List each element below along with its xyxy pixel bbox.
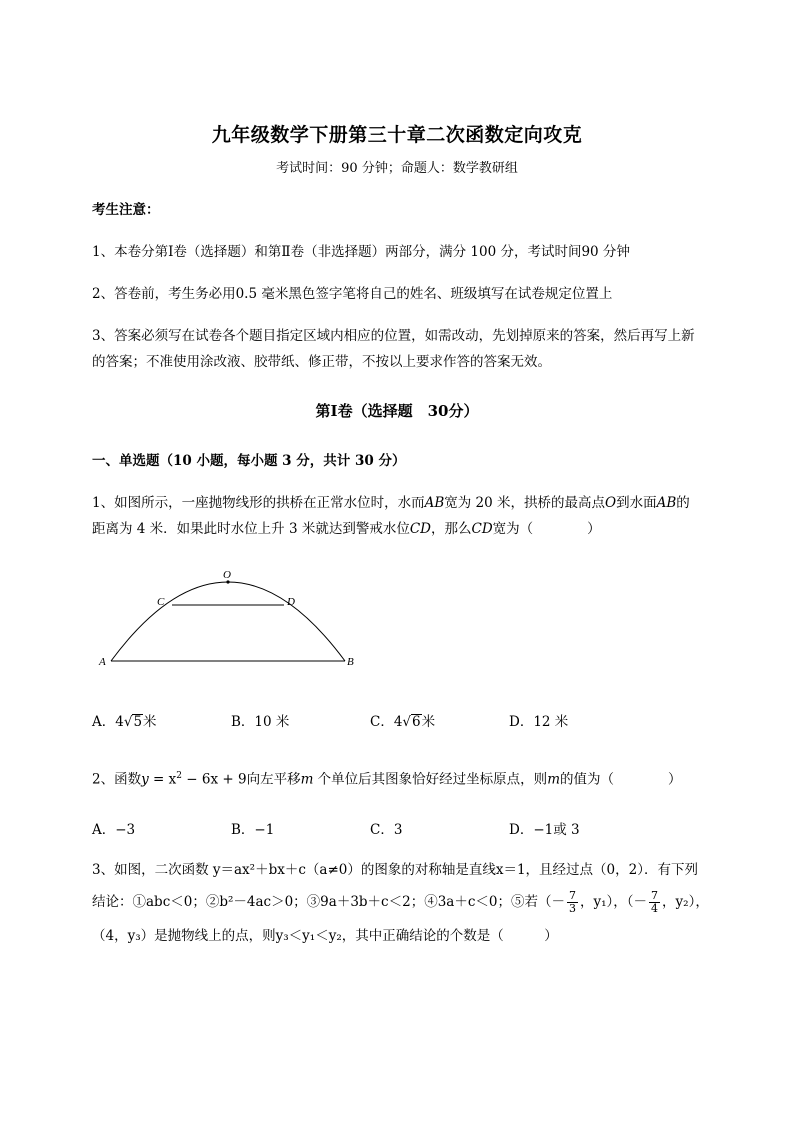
q2-var: y (141, 771, 149, 788)
q2-text: 向左平移 (246, 771, 301, 788)
notice-heading: 考生注意： (92, 202, 160, 218)
q1-text: 宽为（ ） (492, 521, 601, 537)
q2-var: m (547, 771, 560, 788)
sqrt-symbol: √ (123, 714, 133, 730)
q1-option-c[interactable] (370, 710, 435, 730)
q2-option-b[interactable]: B．−1 (231, 822, 275, 838)
q1-text: 宽为 20 米，拱桥的最高点 (444, 495, 606, 511)
q2-option-c[interactable]: C．3 (370, 822, 403, 838)
q1-text: 到水面 (616, 495, 657, 511)
q3-line-1: 3、如图，二次函数 y＝ax²＋bx＋c（a≠0）的图象的对称轴是直线x＝1，且经过点（0，2）．有下列 (92, 862, 698, 878)
q1-text: 1、如图所示，一座抛物线形的拱桥在正常水位时，水而 (92, 495, 425, 511)
label-d: D (287, 596, 295, 608)
q2-text: 个单位后其图象恰好经过坐标原点，则 (313, 771, 548, 788)
q1-var: AB (656, 495, 677, 511)
sqrt-radicand: 6 (412, 714, 421, 730)
q2-eq: = x (148, 771, 177, 788)
label-a: A (99, 656, 106, 668)
q1-var: CD (471, 521, 493, 537)
option-text: 米 (143, 714, 157, 730)
q1-line-1 (92, 493, 690, 513)
frac-denominator: 4 (651, 902, 659, 915)
q2-line (92, 766, 682, 790)
notice-item-3-cont: 的答案；不准使用涂改液、胶带纸、修正带，不按以上要求作答的答案无效。 (92, 354, 551, 370)
bridge-arch-figure (90, 565, 370, 675)
q3-line-2 (92, 886, 709, 918)
notice-item-1: 1、本卷分第Ⅰ卷（选择题）和第Ⅱ卷（非选择题）两部分，满分 100 分，考试时间90 分钟 (92, 244, 630, 260)
q3-text: ，y₂）， (662, 894, 709, 910)
q1-var: O (605, 495, 617, 511)
part-heading: 一、单选题（10 小题，每小题 3 分，共计 30 分） (92, 453, 406, 469)
q2-option-d[interactable]: D．−1或 3 (509, 822, 580, 838)
option-text: C．4 (370, 714, 403, 730)
q2-text: 2、函数 (92, 771, 142, 788)
label-c: C (157, 596, 165, 608)
q3-text: 结论：①abc＜0；②b²－4ac＞0；③9a＋3b＋c＜2；④3a＋c＜0；⑤若（－ (92, 894, 565, 910)
q1-var: AB (424, 495, 445, 511)
q2-text: 的值为（ ） (560, 771, 682, 788)
q1-line-2 (92, 519, 601, 539)
option-text: 米 (421, 714, 436, 730)
q1-var: CD (409, 521, 431, 537)
q3-text: ，y₁），（－ (580, 894, 648, 910)
fraction-7-4 (649, 890, 660, 915)
label-b: B (347, 656, 354, 668)
q2-eq: − 6x + 9 (181, 771, 247, 788)
q1-text: 的 (676, 495, 690, 511)
section-title: 第Ⅰ卷（选择题 30分） (315, 402, 479, 420)
arch-curve (111, 582, 345, 661)
notice-item-2: 2、答卷前，考生务必用0.5 毫米黑色签字笔将自己的姓名、班级填写在试卷规定位置上 (92, 286, 613, 302)
fraction-7-3 (567, 890, 578, 915)
page-title: 九年级数学下册第三十章二次函数定向攻克 (211, 124, 583, 146)
q2-var: m (300, 771, 314, 788)
q1-option-d[interactable]: D．12 米 (509, 714, 569, 730)
q1-text: ，那么 (431, 521, 472, 537)
frac-numerator: 7 (651, 889, 659, 902)
q1-option-a[interactable] (92, 710, 157, 730)
q1-option-b[interactable]: B．10 米 (231, 714, 290, 730)
q1-text: 距离为 4 米．如果此时水位上升 3 米就达到警戒水位 (92, 521, 410, 537)
sqrt-radicand: 5 (133, 714, 143, 730)
q3-line-3: （4，y₃）是抛物线上的点，则y₃＜y₁＜y₂，其中正确结论的个数是（ ） (92, 928, 558, 944)
q2-exp: 2 (176, 771, 182, 781)
sqrt-symbol: √ (402, 714, 412, 730)
exam-subtitle: 考试时间：90 分钟；命题人：数学教研组 (276, 161, 518, 176)
q2-option-a[interactable]: A．−3 (92, 822, 136, 838)
frac-numerator: 7 (569, 889, 576, 902)
label-o: O (223, 569, 231, 581)
frac-denominator: 3 (569, 902, 576, 915)
notice-item-3: 3、答案必须写在试卷各个题目指定区域内相应的位置，如需改动，先划掉原来的答案，然后再写上新 (92, 328, 695, 344)
option-text: A．4 (92, 714, 124, 730)
